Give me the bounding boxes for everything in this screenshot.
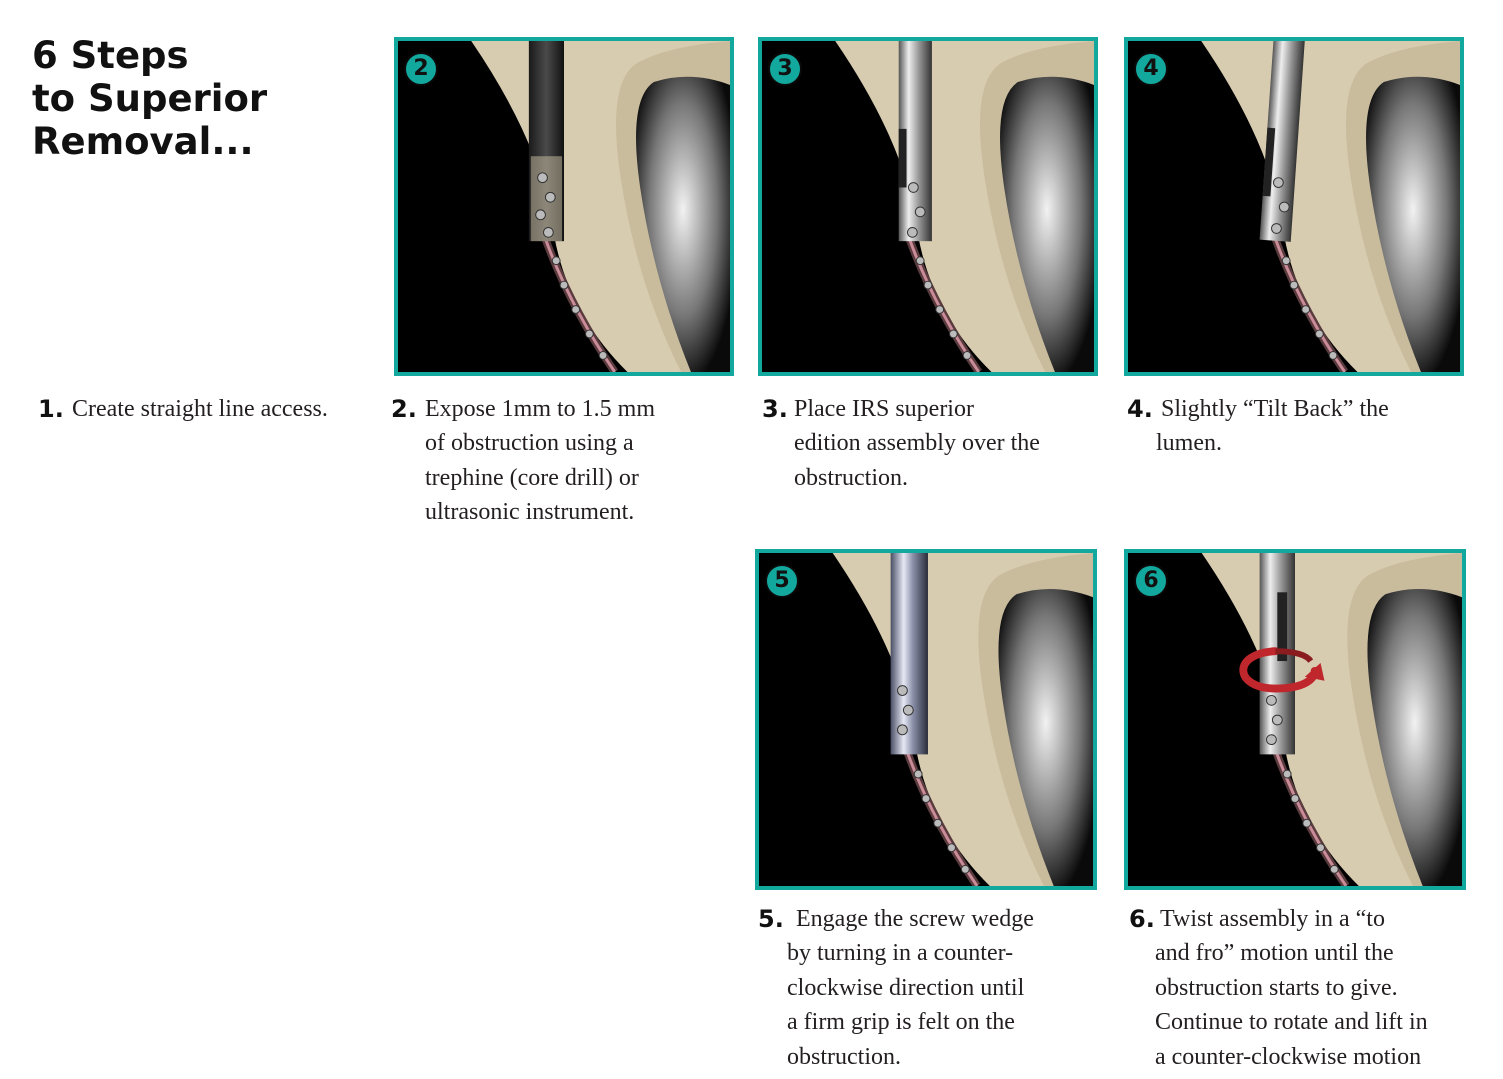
step-text-line: by turning in a counter- <box>787 940 1014 967</box>
step-text-line: Continue to rotate and lift in <box>1155 1009 1428 1036</box>
step-text-line: of obstruction using a <box>425 430 634 457</box>
step-number: 5. <box>758 905 784 933</box>
step-6-caption <box>1129 902 1499 1074</box>
title-line-2: to Superior <box>32 77 268 120</box>
step-badge: 2 <box>404 52 438 86</box>
step-badge: 5 <box>765 564 799 598</box>
step-2-illustration <box>394 37 734 376</box>
step-text-line: trephine (core drill) or <box>425 464 639 491</box>
step-text-line: lumen. <box>1156 430 1222 457</box>
step-3-illustration <box>758 37 1098 376</box>
step-3-caption <box>762 392 1112 495</box>
step-text-line: Place IRS superior <box>794 396 974 422</box>
step-text-line: Engage the screw wedge <box>796 906 1034 932</box>
step-text-line: Twist assembly in a “to <box>1160 906 1385 932</box>
step-text-line: a firm grip is felt on the <box>787 1009 1015 1036</box>
step-badge: 4 <box>1134 52 1168 86</box>
tooth-canal-trephine-image <box>398 41 730 372</box>
tooth-canal-assembly-image <box>762 41 1094 372</box>
step-1-caption <box>38 392 378 426</box>
step-4-illustration <box>1124 37 1464 376</box>
step-badge: 6 <box>1134 564 1168 598</box>
step-6-illustration <box>1124 549 1466 890</box>
title-line-1: 6 Steps <box>32 34 189 77</box>
step-text-line: clockwise direction until <box>787 974 1025 1001</box>
step-text-line: obstruction starts to give. <box>1155 974 1398 1001</box>
step-text-line: obstruction. <box>787 1043 901 1070</box>
step-text-line: a counter-clockwise motion <box>1155 1043 1422 1070</box>
step-number: 1. <box>38 395 64 423</box>
step-badge: 3 <box>768 52 802 86</box>
step-2-caption <box>391 392 741 530</box>
step-text-line: Create straight line access. <box>72 396 328 422</box>
step-text-line: and fro” motion until the <box>1155 940 1394 967</box>
page-title <box>32 34 267 163</box>
step-number: 2. <box>391 395 417 423</box>
step-text-line: ultrasonic instrument. <box>425 499 635 526</box>
title-line-3: Removal... <box>32 120 254 163</box>
step-text-line: obstruction. <box>794 464 908 491</box>
step-text-line: edition assembly over the <box>794 430 1040 457</box>
step-number: 4. <box>1127 395 1153 423</box>
step-text-line: Expose 1mm to 1.5 mm <box>425 396 655 422</box>
step-4-caption <box>1127 392 1487 461</box>
tooth-canal-tilted-assembly-image <box>1128 41 1460 372</box>
step-number: 6. <box>1129 905 1155 933</box>
rotate-arrow-icon <box>1128 553 1462 886</box>
step-number: 3. <box>762 395 788 423</box>
step-text-line: Slightly “Tilt Back” the <box>1161 396 1389 422</box>
step-5-illustration <box>755 549 1097 890</box>
step-5-caption <box>758 902 1108 1074</box>
tooth-canal-engaged-image <box>759 553 1093 886</box>
